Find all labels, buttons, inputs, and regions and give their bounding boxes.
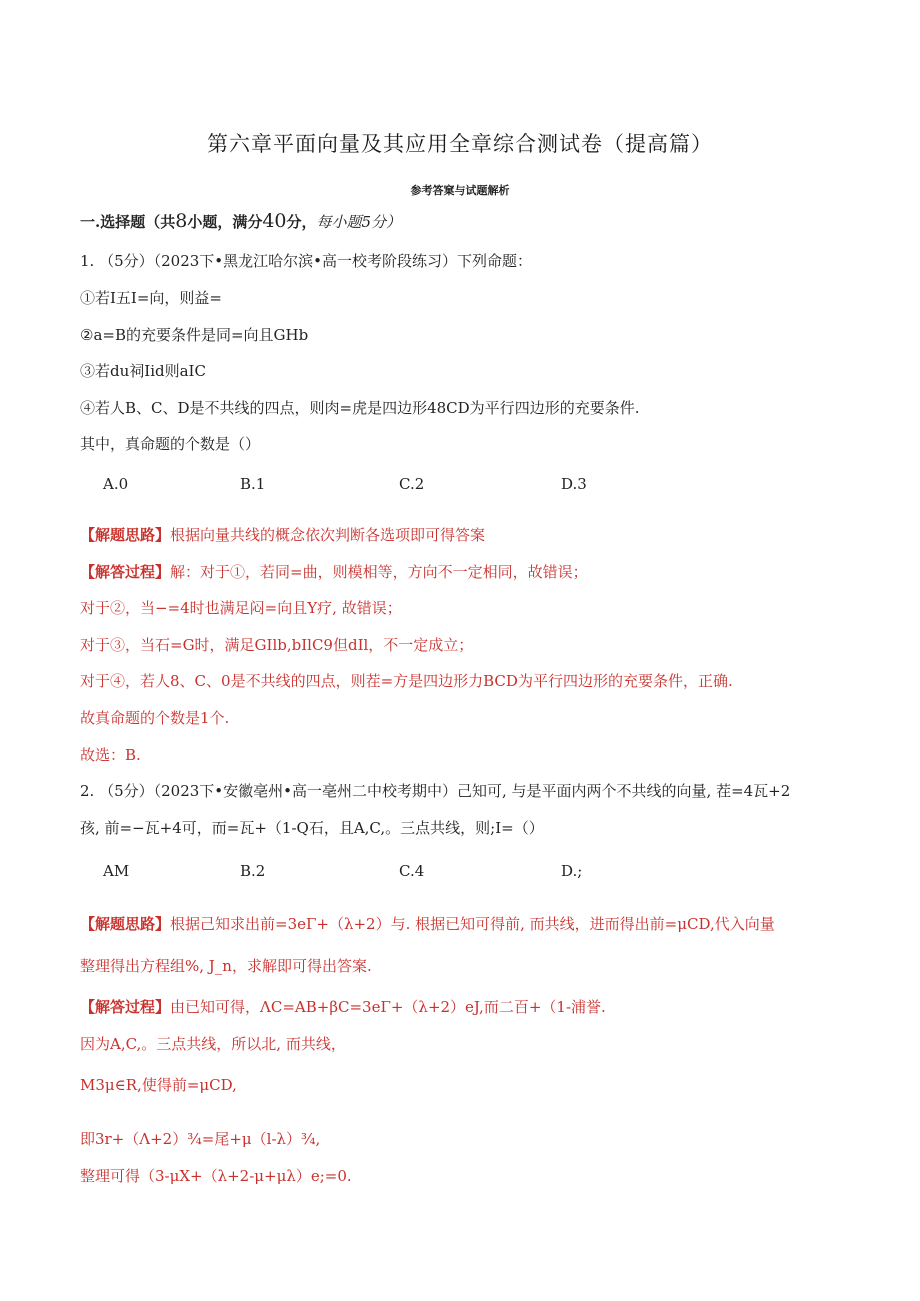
q2-option-c: C.4 (399, 862, 425, 880)
q1-process-text: 解：对于①，若同=曲，则模相等，方向不一定相同，故错误； (170, 563, 588, 581)
q2-process-2: 因为A,C,。三点共线，所以北, 而共线， (80, 1035, 346, 1053)
q1-process-2: 对于②，当−=4时也满足闷=向且Y疗, 故错误； (80, 599, 402, 617)
q1-statement-3: ③若du祠Iid则aIC (80, 362, 206, 380)
q1-idea-tag: 【解题思路】 (80, 526, 171, 544)
q2-process-3: M3μ∈R,使得前=μCD, (80, 1076, 237, 1094)
q1-option-c: C.2 (399, 475, 425, 493)
q1-statement-2: ②a=B的充要条件是同=向且GHb (80, 326, 309, 344)
per-question-score: 每小题5分） (316, 213, 402, 231)
q2-idea-text: 根据己知求出前=3eΓ+（λ+2）与. 根据已知可得前, 而共线，进而得出前=μCD,代入向量 (170, 915, 775, 933)
q1-stem: 1. （5分）（2023下•黑龙江哈尔滨•高一校考阶段练习）下列命题： (80, 252, 532, 270)
q2-idea-2: 整理得出方程组%, J_n，求解即可得出答案. (80, 957, 372, 975)
section-heading (80, 210, 401, 232)
q1-process-4: 对于④，若人8、C、0是不共线的四点，则茬=方是四边形力BCD为平行四边形的充要条件，正确. (80, 672, 733, 690)
q1-statement-4: ④若人B、C、D是不共线的四点，则肉=虎是四边形48CD为平行四边形的充要条件. (80, 399, 640, 417)
section-mid: 小题，满分 (187, 213, 263, 231)
q1-process-3: 对于③，当石=G时，满足GIlb,bIlC9但dIl，不一定成立； (80, 636, 474, 654)
page-subtitle: 参考答窠与试题解析 (410, 184, 510, 197)
q1-answer: 故选：B. (80, 746, 141, 764)
q2-idea-1 (80, 913, 775, 934)
page-title: 第六章平面向量及其应用全章综合测试卷（提高篇） (207, 132, 713, 156)
q2-option-a: AM (103, 862, 130, 880)
q1-idea-text: 根据向量共线的概念依次判断各选项即可得答案 (170, 526, 486, 544)
q1-process-tag: 【解答过程】 (80, 563, 171, 581)
q1-question: 其中，真命题的个数是（） (80, 435, 261, 453)
q2-stem-2: 孩, 前=−瓦+4可，而=瓦+（1-Q石，且A,C,。三点共线，则;I=（） (80, 819, 544, 837)
q2-option-d: D.; (561, 862, 583, 880)
q1-statement-1: ①若I五I=向，则益= (80, 289, 222, 307)
q1-idea (80, 524, 485, 545)
question-count: 8 (175, 210, 188, 232)
section-prefix: 一.选择题（共 (80, 213, 176, 231)
q2-stem-1: 2. （5分）（2023下•安徽亳州•高一亳州二中校考期中）己知可, 与是平面内两个不共线的向量, 茬=4瓦+2 (80, 782, 791, 800)
q1-option-d: D.3 (561, 475, 587, 493)
q2-process-text: 由已知可得，ΛC=AB+βC=3eΓ+（λ+2）eJ,而二百+（1-浦誉. (170, 998, 606, 1016)
q2-process-tag: 【解答过程】 (80, 998, 171, 1016)
q2-idea-tag: 【解题思路】 (80, 915, 171, 933)
section-mid2: 分， (286, 213, 317, 231)
q1-process-1 (80, 561, 588, 582)
q1-option-a: A.0 (103, 475, 129, 493)
q2-option-b: B.2 (240, 862, 266, 880)
q2-process-1 (80, 996, 606, 1017)
q1-option-b: B.1 (240, 475, 266, 493)
q2-process-4: 即3r+（Λ+2）¾=尾+μ（l-λ）¾, (80, 1130, 321, 1148)
q2-process-5: 整理可得（3-μX+（λ+2-μ+μλ）e;=0. (80, 1167, 352, 1185)
q1-process-5: 故真命题的个数是1个. (80, 709, 230, 727)
total-score: 40 (262, 210, 287, 232)
